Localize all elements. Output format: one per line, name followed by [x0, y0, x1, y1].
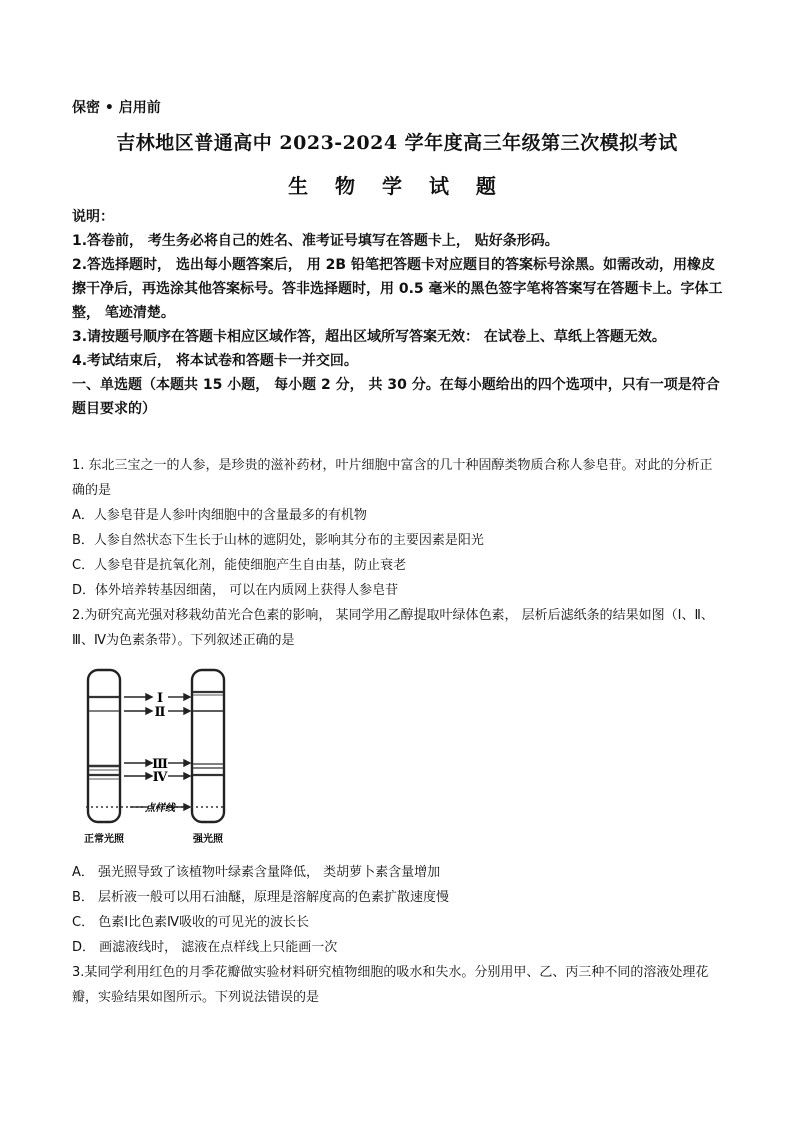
option-a: A．人参皂苷是人参叶肉细胞中的含量最多的有机物	[72, 508, 367, 523]
left-strip-label: 正常光照	[84, 834, 124, 845]
right-strip-label: 强光照	[193, 834, 223, 845]
option-d: D．体外培养转基因细菌， 可以在内质网上获得人参皂苷	[72, 583, 399, 598]
instructions	[72, 205, 724, 421]
instruction-item: 2.答选择题时， 选出每小题答案后， 用 2B 铅笔把答题卡对应题目的答案标号涂黑。如需改动，用橡皮擦干净后，再选涂其他答案标号。答非选择题时，用 0.5 毫米的黑色签字笔将答案写在答题卡上。字体工整， 笔迹清楚。	[72, 257, 723, 321]
instructions-heading: 说明：	[72, 209, 114, 225]
option-c: C． 色素Ⅰ比色素Ⅳ吸收的可见光的波长长	[72, 915, 310, 930]
band-label-3: Ⅲ	[152, 757, 168, 772]
question-1	[72, 453, 724, 653]
band-label-2: Ⅱ	[154, 705, 166, 720]
band-label-1: Ⅰ	[156, 691, 164, 706]
chromatography-figure	[80, 664, 250, 854]
subject-title: 生 物 学 试 题	[288, 174, 506, 198]
confidential-label: 保密 • 启用前	[72, 100, 161, 116]
option-b: B． 层析液一般可以用石油醚，原理是溶解度高的色素扩散速度慢	[72, 890, 450, 905]
question-stem: 1. 东北三宝之一的人参，是珍贵的滋补药材，叶片细胞中富含的几十种固醇类物质合称人参皂苷。对此的分析正确的是	[72, 458, 713, 498]
option-d: D． 画滤液线时， 滤液在点样线上只能画一次	[72, 940, 338, 955]
section-heading: 一、单选题（本题共 15 小题， 每小题 2 分， 共 30 分。在每小题给出的四个选项中，只有一项是符合题目要求的）	[72, 377, 720, 417]
question-2-options	[72, 860, 724, 1010]
question-stem: 2.为研究高光强对移栽幼苗光合色素的影响， 某同学用乙醇提取叶绿体色素， 层析后滤纸条的结果如图（Ⅰ、Ⅱ、Ⅲ、Ⅳ为色素条带）。下列叙述正确的是	[72, 608, 714, 648]
option-c: C．人参皂苷是抗氧化剂，能使细胞产生自由基，防止衰老	[72, 558, 407, 573]
band-label-4: Ⅳ	[152, 770, 168, 785]
option-b: B．人参自然状态下生长于山林的遮阴处，影响其分布的主要因素是阳光	[72, 533, 484, 548]
question-3-stem: 3.某同学利用红色的月季花瓣做实验材料研究植物细胞的吸水和失水。分别用甲、乙、丙三种不同的溶液处理花瓣，实验结果如图所示。下列说法错误的是	[72, 965, 709, 1005]
option-a: A． 强光照导致了该植物叶绿素含量降低， 类胡萝卜素含量增加	[72, 865, 441, 880]
origin-label: 点样线	[145, 803, 175, 814]
instruction-item: 1.答卷前， 考生务必将自己的姓名、准考证号填写在答题卡上， 贴好条形码。	[72, 233, 559, 249]
exam-title: 吉林地区普通高中 2023-2024 学年度高三年级第三次模拟考试	[116, 132, 678, 154]
instruction-item: 4.考试结束后， 将本试卷和答题卡一并交回。	[72, 353, 358, 369]
instruction-item: 3.请按题号顺序在答题卡相应区域作答，超出区域所写答案无效： 在试卷上、草纸上答题无效。	[72, 329, 666, 345]
left-filter-strip	[88, 670, 120, 822]
